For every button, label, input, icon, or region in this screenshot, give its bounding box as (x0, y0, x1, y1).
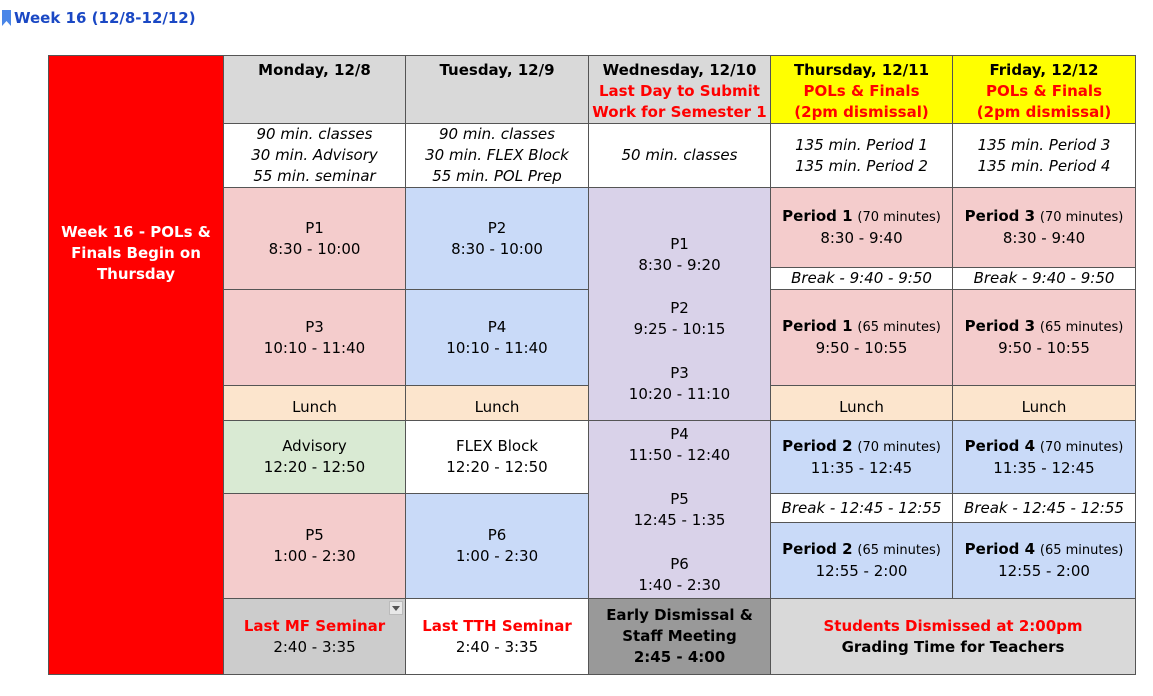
thu-block3-cell[interactable]: Period 2 (70 minutes) 11:35 - 12:45 (771, 421, 953, 494)
mon-p5-cell[interactable]: P5 1:00 - 2:30 (224, 494, 406, 599)
wed-p2: P2 9:25 - 10:15 (633, 299, 726, 338)
fri-block1-cell[interactable]: Period 3 (70 minutes) 8:30 - 9:40 (953, 188, 1136, 268)
tue-p6-cell[interactable]: P6 1:00 - 2:30 (406, 494, 589, 599)
mon-lunch-cell[interactable]: Lunch (224, 386, 406, 451)
tue-flex-cell[interactable]: FLEX Block 12:20 - 12:50 (406, 421, 589, 494)
fri-break1-cell[interactable]: Break - 9:40 - 9:50 (953, 268, 1136, 290)
schedule-table-lower (48, 420, 1136, 675)
fri-block3-cell[interactable]: Period 4 (70 minutes) 11:35 - 12:45 (953, 421, 1136, 494)
note-friday[interactable]: 135 min. Period 3 135 min. Period 4 (953, 124, 1136, 188)
wed-morning-cell[interactable] (589, 188, 771, 451)
note-thursday[interactable]: 135 min. Period 1 135 min. Period 2 (771, 124, 953, 188)
wed-p1: P1 8:30 - 9:20 (638, 234, 721, 274)
thu-break2-cell[interactable]: Break - 12:45 - 12:55 (771, 494, 953, 523)
wed-p6: P6 1:40 - 2:30 (638, 554, 721, 594)
sheet-heading-text: Week 16 (12/8-12/12) (14, 9, 196, 27)
mon-p1-cell[interactable]: P1 8:30 - 10:00 (224, 188, 406, 290)
mon-advisory-cell[interactable]: Advisory 12:20 - 12:50 (224, 421, 406, 494)
wed-p5: P5 12:45 - 1:35 (633, 489, 726, 529)
thu-block2-cell[interactable]: Period 1 (65 minutes) 9:50 - 10:55 (771, 290, 953, 386)
wed-p3: P3 10:20 - 11:10 (628, 363, 731, 403)
header-friday[interactable]: Friday, 12/12 POLs & Finals (2pm dismissal) (953, 56, 1136, 124)
note-tuesday[interactable]: 90 min. classes 30 min. FLEX Block 55 min. POL Prep (406, 124, 589, 188)
mon-p3-cell[interactable]: P3 10:10 - 11:40 (224, 290, 406, 386)
fri-block4-cell[interactable]: Period 4 (65 minutes) 12:55 - 2:00 (953, 523, 1136, 599)
fri-lunch-cell[interactable]: Lunch (953, 386, 1136, 451)
header-wednesday[interactable]: Wednesday, 12/10 Last Day to Submit Work for Semester 1 (589, 56, 771, 124)
side-title-cell[interactable] (49, 56, 224, 451)
thu-fri-dismissal-cell[interactable]: Students Dismissed at 2:00pm Grading Time for Teachers (771, 599, 1136, 675)
thu-block4-cell[interactable]: Period 2 (65 minutes) 12:55 - 2:00 (771, 523, 953, 599)
wed-afternoon-cell[interactable] (589, 421, 771, 599)
header-thursday[interactable]: Thursday, 12/11 POLs & Finals (2pm dismissal) (771, 56, 953, 124)
mon-seminar-cell[interactable]: Last MF Seminar 2:40 - 3:35 (224, 599, 406, 675)
note-monday[interactable]: 90 min. classes 30 min. Advisory 55 min. seminar (224, 124, 406, 188)
tue-p4-cell[interactable]: P4 10:10 - 11:40 (406, 290, 589, 386)
wed-p4: P4 11:50 - 12:40 (628, 424, 731, 464)
tue-seminar-cell[interactable]: Last TTH Seminar 2:40 - 3:35 (406, 599, 589, 675)
thu-lunch-cell[interactable]: Lunch (771, 386, 953, 451)
schedule-table (48, 55, 1136, 451)
wed-dismissal-cell[interactable]: Early Dismissal & Staff Meeting 2:45 - 4:00 (589, 599, 771, 675)
fri-block2-cell[interactable]: Period 3 (65 minutes) 9:50 - 10:55 (953, 290, 1136, 386)
sheet-heading[interactable] (2, 7, 196, 29)
note-wednesday[interactable]: 50 min. classes (589, 124, 771, 188)
header-tuesday[interactable]: Tuesday, 12/9 (406, 56, 589, 124)
side-title: Week 16 - POLs & Finals Begin on Thursday (61, 222, 211, 283)
tue-p2-cell[interactable]: P2 8:30 - 10:00 (406, 188, 589, 290)
thu-break1-cell[interactable]: Break - 9:40 - 9:50 (771, 268, 953, 290)
header-monday[interactable]: Monday, 12/8 (224, 56, 406, 124)
fri-break2-cell[interactable]: Break - 12:45 - 12:55 (953, 494, 1136, 523)
tue-lunch-cell[interactable]: Lunch (406, 386, 589, 451)
dropdown-arrow-icon[interactable] (389, 601, 403, 615)
thu-block1-cell[interactable]: Period 1 (70 minutes) 8:30 - 9:40 (771, 188, 953, 268)
bookmark-icon (2, 10, 11, 26)
side-title-cell-lower (49, 421, 224, 675)
